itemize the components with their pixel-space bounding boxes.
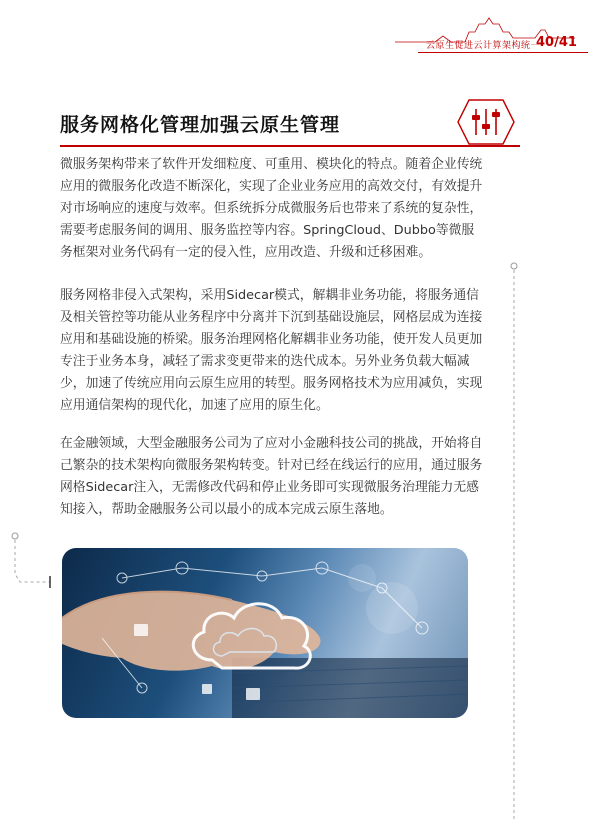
text-line: 在金融领域，大型金融服务公司为了应对小金融科技公司的挑战，开始将自 <box>60 436 483 451</box>
text-line: 应用的微服务化改造不断深化，实现了企业业务应用的高效交付，有效提升 <box>60 179 483 194</box>
paragraph-3 <box>60 433 507 521</box>
text-line: 务框架对业务代码有一定的侵入性，应用改造、升级和迁移困难。 <box>60 245 432 260</box>
text-line: 应用通信架构的现代化，加速了应用的原生化。 <box>60 398 329 413</box>
title-underline <box>60 145 520 147</box>
text-line: 需要考虑服务间的调用、服务监控等内容。SpringCloud、Dubbo等微服 <box>60 223 475 238</box>
text-line: 己繁杂的技术架构向微服务架构转变。针对已经在线运行的应用，通过服务 <box>60 458 483 473</box>
page-number: 40/41 <box>536 35 577 50</box>
page-title: 服务网格化管理加强云原生管理 <box>60 114 341 136</box>
paragraph-1 <box>60 154 507 264</box>
sliders-icon <box>457 99 515 145</box>
text-line: 知接入，帮助金融服务公司以最小的成本完成云原生落地。 <box>60 502 393 517</box>
decorative-connector <box>8 530 58 600</box>
text-line: 应用和基础设施的桥梁。服务治理网格化解耦非业务功能，使开发人员更加 <box>60 332 483 347</box>
decorative-dashed-line <box>508 262 520 822</box>
text-line: 专注于业务本身，减轻了需求变更带来的迭代成本。另外业务负载大幅减 <box>60 354 470 369</box>
text-line: 对市场响应的速度与效率。但系统拆分成微服务后也带来了系统的复杂性， <box>60 201 483 216</box>
text-line: 网格Sidecar注入，无需修改代码和停止业务即可实现微服务治理能力无感 <box>60 480 479 495</box>
paragraph-2 <box>60 285 507 417</box>
text-line: 微服务架构带来了软件开发细粒度、可重用、模块化的特点。随着企业传统 <box>60 157 483 172</box>
text-line: 少，加速了传统应用向云原生应用的转型。服务网格技术为应用减负，实现 <box>60 376 483 391</box>
text-line: 服务网格非侵入式架构，采用Sidecar模式，解耦非业务功能，将服务通信 <box>60 288 479 303</box>
header-section-text: 云原生促进云计算架构统一 <box>426 41 541 51</box>
cloud-illustration <box>62 548 468 718</box>
header-divider <box>418 52 588 53</box>
text-line: 及相关管控等功能从业务程序中分离并下沉到基础设施层，网格层成为连接 <box>60 310 483 325</box>
cloud-computing-photo <box>62 548 468 718</box>
